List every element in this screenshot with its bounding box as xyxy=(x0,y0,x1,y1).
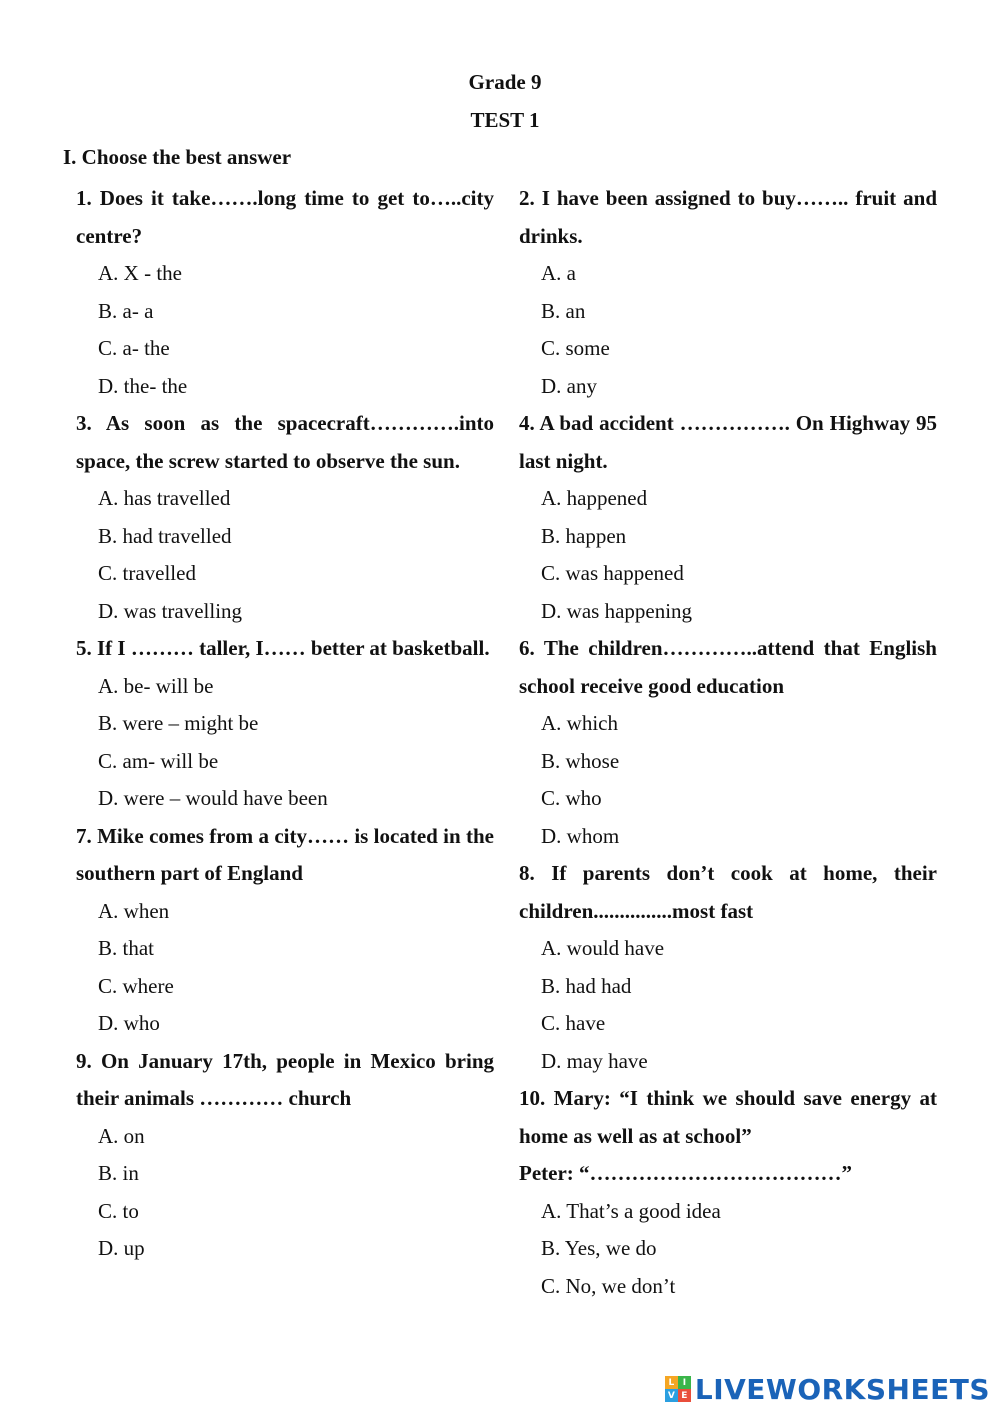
logo-letter: L xyxy=(665,1376,678,1389)
question-6 xyxy=(519,630,937,855)
question-9 xyxy=(76,1043,494,1268)
answer-option[interactable]: B. had travelled xyxy=(98,523,232,548)
question-stem: 8. If parents don’t cook at home, their children...............most fast xyxy=(519,861,937,923)
answer-option[interactable]: C. was happened xyxy=(541,561,684,585)
question-7 xyxy=(76,818,494,1043)
test-title: TEST 1 xyxy=(470,108,540,132)
liveworksheets-logo xyxy=(665,1371,990,1407)
answer-option[interactable]: D. was travelling xyxy=(98,598,243,623)
question-stem: 3. As soon as the spacecraft………….into space, the screw started to observe the sun. xyxy=(76,411,494,473)
answer-option[interactable]: A. happened xyxy=(541,486,648,510)
answer-option[interactable]: D. whom xyxy=(541,823,620,848)
question-stem: 2. I have been assigned to buy…….. fruit and drinks. xyxy=(519,186,937,248)
answer-option[interactable]: B. had had xyxy=(541,973,632,998)
logo-letter: E xyxy=(678,1389,691,1402)
answer-option[interactable]: D. the- the xyxy=(98,373,188,398)
answer-option[interactable]: D. may have xyxy=(541,1048,648,1073)
answer-option[interactable]: A. has travelled xyxy=(98,486,231,510)
answer-option[interactable]: C. No, we don’t xyxy=(541,1273,676,1298)
logo-letter: V xyxy=(665,1389,678,1402)
answer-option[interactable]: A. on xyxy=(98,1123,145,1148)
answer-option[interactable]: C. a- the xyxy=(98,336,170,360)
answer-option[interactable]: B. Yes, we do xyxy=(541,1236,657,1260)
answer-option[interactable]: A. would have xyxy=(541,936,665,960)
answer-option[interactable]: C. where xyxy=(98,973,174,998)
answer-option[interactable]: C. travelled xyxy=(98,561,196,585)
answer-option[interactable]: A. X - the xyxy=(98,261,182,285)
answer-option[interactable]: C. have xyxy=(541,1011,606,1035)
question-stem-response: Peter: “………………………………” xyxy=(519,1161,853,1185)
question-1 xyxy=(76,180,494,405)
logo-letter: I xyxy=(678,1376,691,1389)
question-stem: 6. The children…………..attend that English school receive good education xyxy=(519,636,937,698)
question-3 xyxy=(76,405,494,630)
answer-option[interactable]: A. when xyxy=(98,898,170,923)
answer-option[interactable]: D. was happening xyxy=(541,598,693,623)
left-question-column xyxy=(76,180,494,1268)
grade-title: Grade 9 xyxy=(468,70,542,94)
answer-option[interactable]: A. That’s a good idea xyxy=(541,1198,721,1223)
answer-option[interactable]: B. whose xyxy=(541,748,620,773)
question-10 xyxy=(519,1080,937,1305)
question-5 xyxy=(76,630,494,818)
answer-option[interactable]: C. am- will be xyxy=(98,748,219,773)
question-stem: 5. If I ……… taller, I…… better at basketball. xyxy=(76,636,490,660)
question-stem: 9. On January 17th, people in Mexico bring their animals ………… church xyxy=(76,1048,494,1110)
question-stem: 1. Does it take…….long time to get to…..city centre? xyxy=(76,186,494,248)
answer-option[interactable]: B. happen xyxy=(541,523,627,548)
logo-mark-icon xyxy=(665,1376,691,1402)
question-stem: 7. Mike comes from a city…… is located in the southern part of England xyxy=(76,823,494,885)
answer-option[interactable]: D. any xyxy=(541,373,597,398)
answer-option[interactable]: A. a xyxy=(541,261,576,285)
question-2 xyxy=(519,180,937,405)
question-4 xyxy=(519,405,937,630)
answer-option[interactable]: B. in xyxy=(98,1161,139,1185)
answer-option[interactable]: D. up xyxy=(98,1236,145,1260)
answer-option[interactable]: D. were – would have been xyxy=(98,786,328,810)
answer-option[interactable]: A. which xyxy=(541,711,618,735)
right-question-column xyxy=(519,180,937,1305)
answer-option[interactable]: B. an xyxy=(541,298,586,323)
question-stem: 4. A bad accident ……………. On Highway 95 last night. xyxy=(519,411,937,473)
answer-option[interactable]: C. to xyxy=(98,1198,139,1223)
logo-text: LIVEWORKSHEETS xyxy=(694,1372,990,1406)
answer-option[interactable]: A. be- will be xyxy=(98,673,214,698)
answer-option[interactable]: C. who xyxy=(541,786,602,810)
answer-option[interactable]: C. some xyxy=(541,336,610,360)
answer-option[interactable]: B. a- a xyxy=(98,298,154,323)
question-stem: 10. Mary: “I think we should save energy at home as well as at school” xyxy=(519,1086,937,1148)
question-8 xyxy=(519,855,937,1080)
answer-option[interactable]: D. who xyxy=(98,1011,160,1035)
answer-option[interactable]: B. that xyxy=(98,936,154,960)
section-heading: I. Choose the best answer xyxy=(63,145,292,169)
answer-option[interactable]: B. were – might be xyxy=(98,711,259,735)
